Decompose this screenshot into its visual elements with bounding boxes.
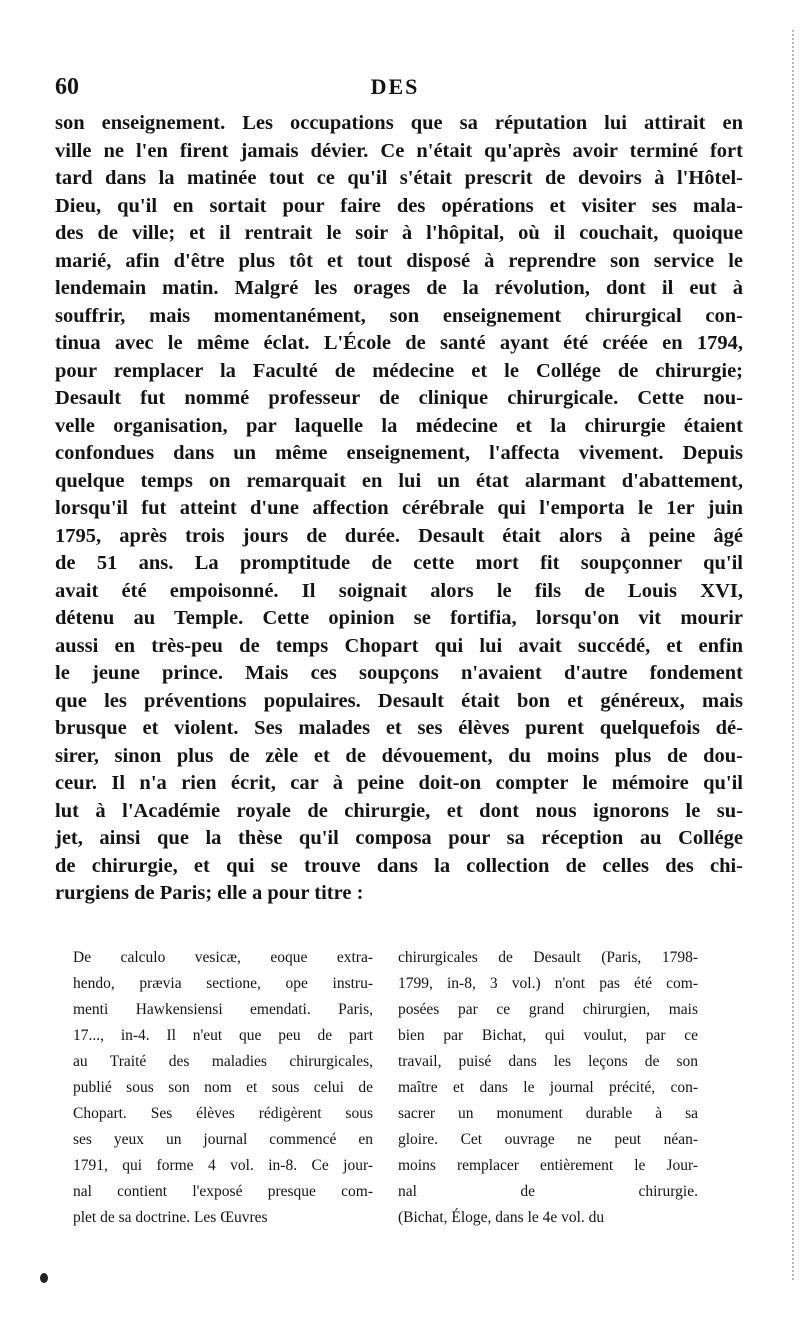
footnote-line: (Bichat, Éloge, dans le 4e vol. du bbox=[398, 1209, 605, 1226]
footnote-line: gloire. Cet ouvrage ne peut néan- bbox=[398, 1131, 698, 1148]
footnote-line: De calculo vesicæ, eoque extra- bbox=[73, 949, 373, 966]
footnote-line: nal contient l'exposé presque com- bbox=[73, 1183, 373, 1200]
footnote-line: publié sous son nom et sous celui de bbox=[73, 1079, 373, 1096]
text-line: souffrir, mais momentanément, son enseignement chirurgical con- bbox=[55, 304, 743, 327]
body-text bbox=[55, 110, 743, 908]
text-line: marié, afin d'être plus tôt et tout disposé à reprendre son service le bbox=[55, 249, 743, 272]
footnote-line: sacrer un monument durable à sa bbox=[398, 1105, 698, 1122]
text-line: le jeune prince. Mais ces soupçons n'avaient d'autre fondement bbox=[55, 662, 743, 684]
footnote-line: ses yeux un journal commencé en bbox=[73, 1131, 373, 1148]
footnote-line: plet de sa doctrine. Les Œuvres bbox=[73, 1209, 268, 1226]
footnote-line: maître et dans le journal précité, con- bbox=[398, 1079, 698, 1096]
text-line: tard dans la matinée tout ce qu'il s'était prescrit de devoirs à l'Hôtel- bbox=[55, 167, 743, 189]
text-line: détenu au Temple. Cette opinion se fortifia, lorsqu'on vit mourir bbox=[55, 607, 743, 629]
ink-blot bbox=[40, 1273, 48, 1283]
text-line: de 51 ans. La promptitude de cette mort fit soupçonner qu'il bbox=[55, 552, 743, 574]
text-line: rurgiens de Paris; elle a pour titre : bbox=[55, 882, 364, 904]
text-line: lorsqu'il fut atteint d'une affection cérébrale qui l'emporta le 1er juin bbox=[55, 497, 743, 519]
page-header bbox=[55, 74, 735, 106]
text-line: pour remplacer la Faculté de médecine et le Collége de chirurgie; bbox=[55, 359, 743, 382]
text-line: Dieu, qu'il en sortait pour faire des opérations et visiter ses mala- bbox=[55, 194, 743, 217]
text-line: jet, ainsi que la thèse qu'il composa pour sa réception au Collége bbox=[55, 827, 743, 849]
footnote-line: chirurgicales de Desault (Paris, 1798- bbox=[398, 949, 698, 966]
running-head: DES bbox=[370, 74, 420, 99]
text-line: avait été empoisonné. Il soignait alors le fils de Louis XVI, bbox=[55, 579, 743, 602]
footnote-line: moins remplacer entièrement le Jour- bbox=[398, 1157, 698, 1174]
page-edge-speckles bbox=[762, 30, 794, 1280]
text-line: des de ville; et il rentrait le soir à l'hôpital, où il couchait, quoique bbox=[55, 222, 743, 244]
text-line: lendemain matin. Malgré les orages de la révolution, dont il eut à bbox=[55, 277, 743, 299]
text-line: ville ne l'en firent jamais dévier. Ce n'était qu'après avoir terminé fort bbox=[55, 139, 743, 162]
footnote-line: 1799, in-8, 3 vol.) n'ont pas été com- bbox=[398, 975, 698, 992]
text-line: que les préventions populaires. Desault était bon et généreux, mais bbox=[55, 689, 743, 712]
text-line: brusque et violent. Ses malades et ses élèves purent quelquefois dé- bbox=[55, 717, 743, 739]
footnote-line: au Traité des maladies chirurgicales, bbox=[73, 1053, 373, 1070]
text-line: son enseignement. Les occupations que sa réputation lui attirait en bbox=[55, 112, 743, 134]
text-line: Desault fut nommé professeur de clinique chirurgicale. Cette nou- bbox=[55, 387, 743, 409]
text-line: velle organisation, par laquelle la médecine et la chirurgie étaient bbox=[55, 414, 743, 437]
text-line: confondues dans un même enseignement, l'affecta vivement. Depuis bbox=[55, 442, 743, 464]
footnote-column-right bbox=[398, 945, 698, 1231]
footnote-line: hendo, prævia sectione, ope instru- bbox=[73, 975, 373, 992]
footnote-line: nal de chirurgie. bbox=[398, 1183, 698, 1200]
text-line: sirer, sinon plus de zèle et de dévouement, du moins plus de dou- bbox=[55, 744, 743, 767]
text-line: aussi en très-peu de temps Chopart qui lui avait succédé, et enfin bbox=[55, 634, 743, 657]
page-number: 60 bbox=[55, 74, 79, 100]
text-line: tinua avec le même éclat. L'École de santé ayant été créée en 1794, bbox=[55, 332, 743, 354]
footnote-line: posées par ce grand chirurgien, mais bbox=[398, 1001, 698, 1018]
footnotes bbox=[73, 945, 723, 1235]
footnote-line: travail, puisé dans les leçons de son bbox=[398, 1053, 698, 1070]
text-line: ceur. Il n'a rien écrit, car à peine doit-on compter le mémoire qu'il bbox=[55, 772, 743, 794]
footnote-line: 1791, qui forme 4 vol. in-8. Ce jour- bbox=[73, 1157, 373, 1174]
text-line: de chirurgie, et qui se trouve dans la collection de celles des chi- bbox=[55, 854, 743, 877]
text-line: lut à l'Académie royale de chirurgie, et dont nous ignorons le su- bbox=[55, 799, 743, 822]
footnote-line: 17..., in-4. Il n'eut que peu de part bbox=[73, 1027, 373, 1044]
text-line: quelque temps on remarquait en lui un état alarmant d'abattement, bbox=[55, 469, 743, 492]
footnote-line: menti Hawkensiensi emendati. Paris, bbox=[73, 1001, 373, 1018]
footnote-line: Chopart. Ses élèves rédigèrent sous bbox=[73, 1105, 373, 1122]
footnote-line: bien par Bichat, qui voulut, par ce bbox=[398, 1027, 698, 1044]
footnote-column-left bbox=[73, 945, 373, 1231]
text-line: 1795, après trois jours de durée. Desault était alors à peine âgé bbox=[55, 524, 743, 547]
